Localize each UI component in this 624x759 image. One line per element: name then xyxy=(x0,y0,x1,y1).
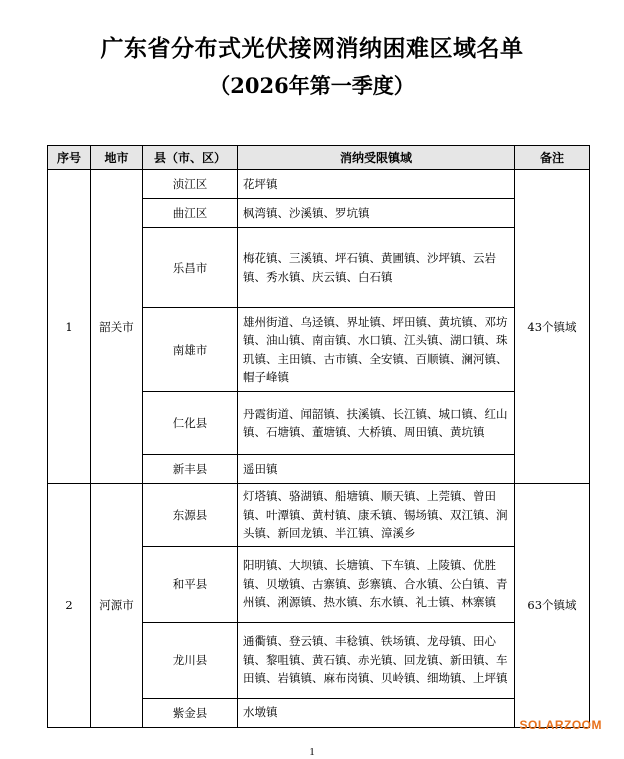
county-cell: 曲江区 xyxy=(143,199,238,228)
document-title: 广东省分布式光伏接网消纳困难区域名单 xyxy=(100,35,524,62)
page-number: 1 xyxy=(309,746,315,758)
header-no: 序号 xyxy=(48,146,91,170)
county-cell: 龙川县 xyxy=(143,622,238,698)
group-number: 2 xyxy=(48,484,91,728)
table-header-row xyxy=(48,146,590,170)
county-cell: 新丰县 xyxy=(143,455,238,484)
watermark: SOLARZOOM xyxy=(519,718,602,732)
county-cell: 南雄市 xyxy=(143,308,238,392)
towns-cell: 枫湾镇、沙溪镇、罗坑镇 xyxy=(238,199,515,228)
city-cell: 韶关市 xyxy=(91,170,143,484)
header-city: 地市 xyxy=(91,146,143,170)
county-cell: 紫金县 xyxy=(143,698,238,727)
group-number: 1 xyxy=(48,170,91,484)
county-cell: 仁化县 xyxy=(143,392,238,455)
towns-cell: 灯塔镇、骆湖镇、船塘镇、顺天镇、上莞镇、曾田镇、叶潭镇、黄村镇、康禾镇、锡场镇、双江镇、涧头镇、新回龙镇、半江镇、漳溪乡 xyxy=(238,484,515,547)
towns-cell: 雄州街道、乌迳镇、界址镇、坪田镇、黄坑镇、邓坊镇、油山镇、南亩镇、水口镇、江头镇、湖口镇、珠玑镇、主田镇、古市镇、全安镇、百顺镇、澜河镇、帽子峰镇 xyxy=(238,308,515,392)
table-row xyxy=(48,484,590,547)
document-subtitle: （2026年第一季度） xyxy=(209,73,415,98)
towns-cell: 梅花镇、三溪镇、坪石镇、黄圃镇、沙坪镇、云岩镇、秀水镇、庆云镇、白石镇 xyxy=(238,228,515,308)
city-cell: 河源市 xyxy=(91,484,143,728)
towns-cell: 花坪镇 xyxy=(238,170,515,199)
note-cell: 63个镇域 xyxy=(515,484,590,728)
towns-cell: 水墩镇 xyxy=(238,698,515,727)
county-cell: 东源县 xyxy=(143,484,238,547)
region-table xyxy=(47,145,590,728)
table-row xyxy=(48,170,590,199)
towns-cell: 丹霞街道、闻韶镇、扶溪镇、长江镇、城口镇、红山镇、石塘镇、董塘镇、大桥镇、周田镇、黄坑镇 xyxy=(238,392,515,455)
header-note: 备注 xyxy=(515,146,590,170)
towns-cell: 阳明镇、大坝镇、长塘镇、下车镇、上陵镇、优胜镇、贝墩镇、古寨镇、彭寨镇、合水镇、公白镇、青州镇、浰源镇、热水镇、东水镇、礼士镇、林寨镇 xyxy=(238,546,515,622)
county-cell: 乐昌市 xyxy=(143,228,238,308)
header-county: 县（市、区） xyxy=(143,146,238,170)
header-towns: 消纳受限镇域 xyxy=(238,146,515,170)
county-cell: 浈江区 xyxy=(143,170,238,199)
towns-cell: 通衢镇、登云镇、丰稔镇、铁场镇、龙母镇、田心镇、黎咀镇、黄石镇、赤光镇、回龙镇、新田镇、车田镇、岩镇镇、麻布岗镇、贝岭镇、细坳镇、上坪镇 xyxy=(238,622,515,698)
note-cell: 43个镇域 xyxy=(515,170,590,484)
towns-cell: 遥田镇 xyxy=(238,455,515,484)
county-cell: 和平县 xyxy=(143,546,238,622)
